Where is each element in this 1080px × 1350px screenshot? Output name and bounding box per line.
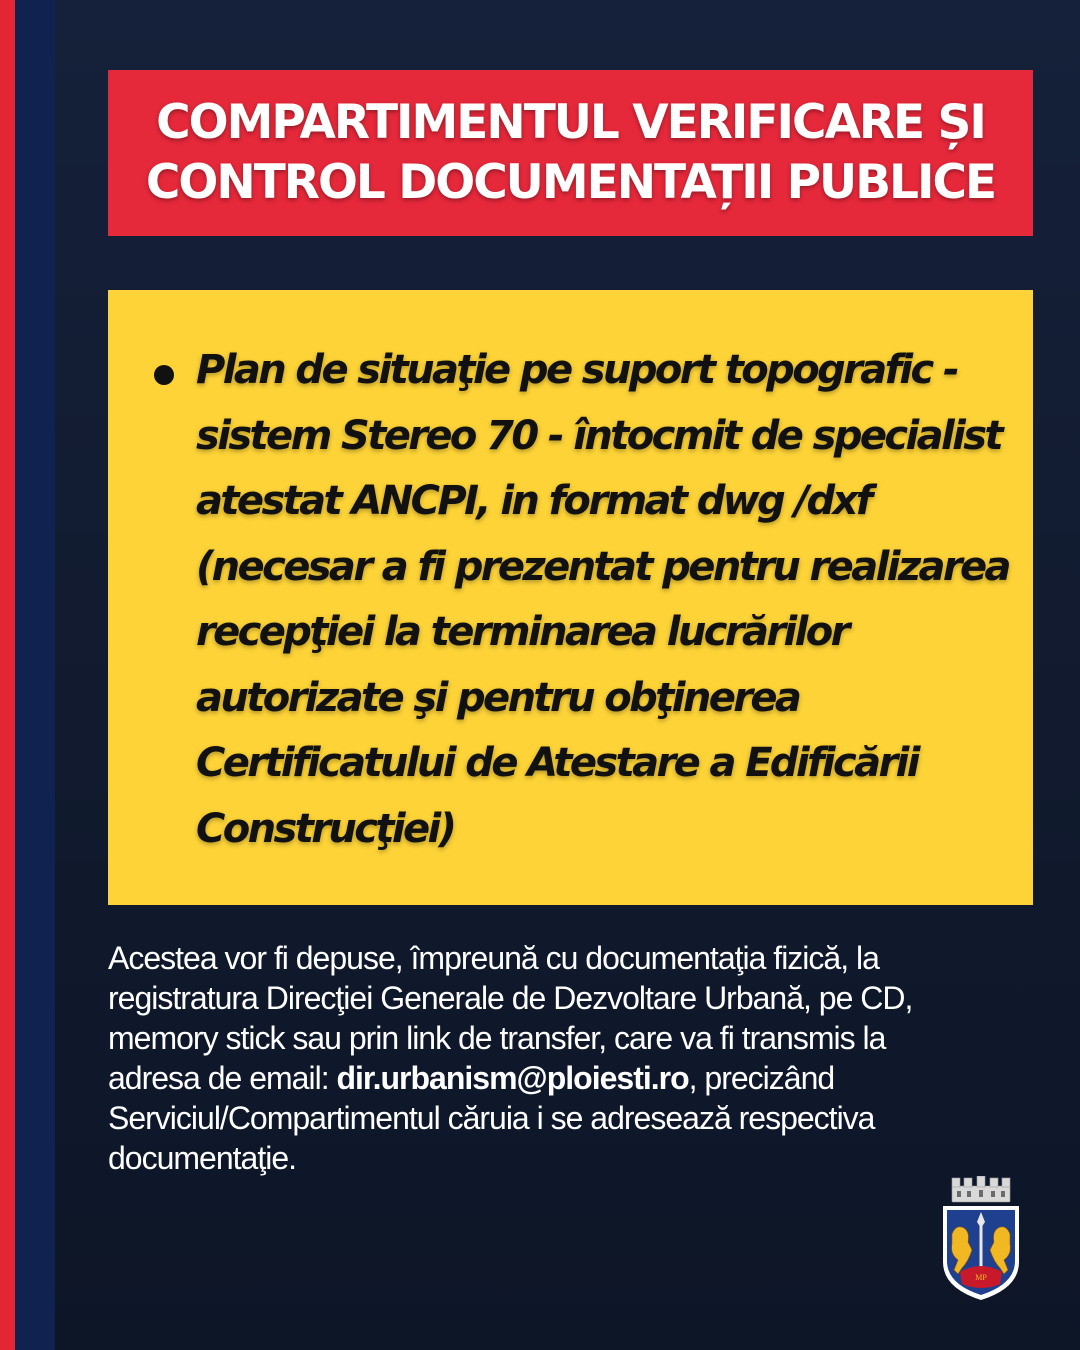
requirement-line: atestat ANCPI, in format dwg /dxf bbox=[196, 478, 871, 524]
info-line: documentaţie. bbox=[108, 1140, 297, 1176]
bullet-icon bbox=[154, 365, 174, 385]
left-blue-stripe bbox=[15, 0, 55, 1350]
requirement-line: Certificatului de Atestare a Edificării bbox=[196, 740, 918, 786]
info-line: Acestea vor fi depuse, împreună cu documentaţia fizică, la bbox=[108, 940, 879, 976]
requirement-line: sistem Stereo 70 - întocmit de specialist bbox=[196, 412, 1001, 459]
submission-info bbox=[108, 938, 1008, 1178]
title-banner bbox=[108, 70, 1033, 236]
requirement-line: (necesar a fi prezentat pentru realizarea bbox=[196, 543, 1009, 590]
city-coat-of-arms-icon bbox=[938, 1176, 1024, 1302]
title-line-2: CONTROL DOCUMENTAȚII PUBLICE bbox=[145, 155, 996, 210]
info-line: Serviciul/Compartimentul căruia i se adresează respectiva bbox=[108, 1100, 875, 1136]
svg-text:MP: MP bbox=[975, 1273, 987, 1282]
email-prefix: adresa de email: bbox=[108, 1060, 337, 1096]
requirement-line: Construcţiei) bbox=[196, 805, 455, 852]
info-line: registratura Direcţiei Generale de Dezvoltare Urbană, pe CD, bbox=[108, 980, 913, 1016]
email-suffix: , precizând bbox=[688, 1060, 835, 1096]
requirement-line: recepţiei la terminarea lucrărilor bbox=[196, 609, 848, 655]
left-red-stripe bbox=[0, 0, 15, 1350]
requirement-box bbox=[108, 290, 1033, 905]
info-line-email bbox=[108, 1058, 1008, 1098]
requirement-text bbox=[196, 338, 1026, 862]
email-address: dir.urbanism@ploiesti.ro bbox=[336, 1060, 689, 1096]
title-line-1: COMPARTIMENTUL VERIFICARE ȘI bbox=[156, 95, 985, 150]
info-line: memory stick sau prin link de transfer, care va fi transmis la bbox=[108, 1020, 886, 1056]
requirement-line: autorizate şi pentru obţinerea bbox=[196, 674, 800, 721]
requirement-line: Plan de situaţie pe suport topografic - bbox=[196, 347, 957, 393]
